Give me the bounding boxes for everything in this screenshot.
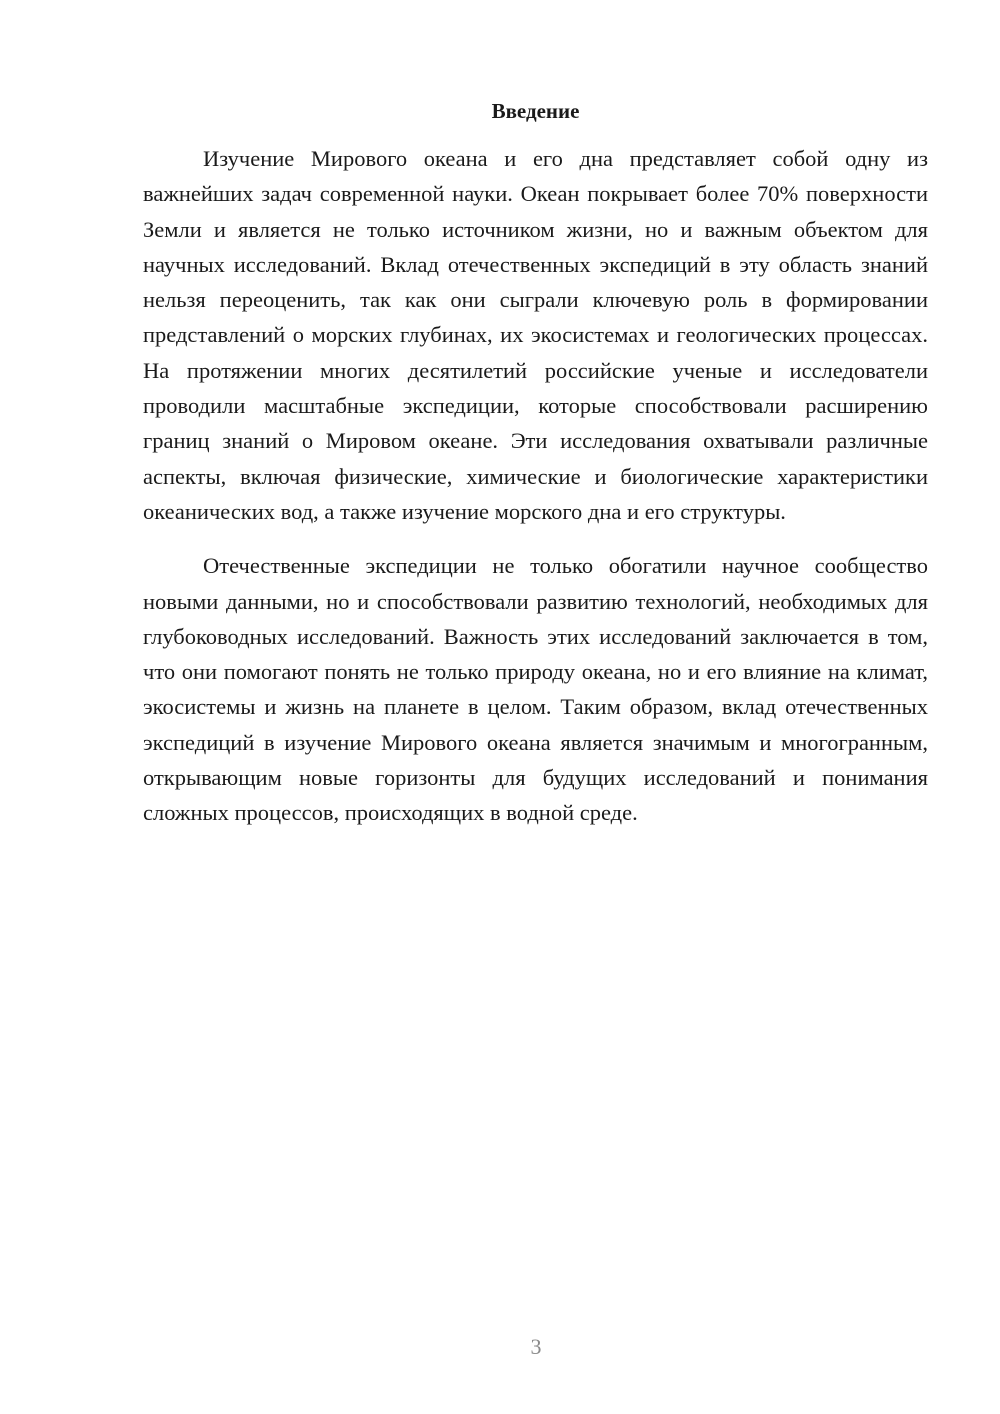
page-number: 3: [530, 1334, 542, 1359]
page-content: [143, 95, 928, 831]
paragraph-1: Изучение Мирового океана и его дна представляет собой одну из важнейших задач современной науки. Океан покрывает более 70% поверхности Земли и является не только источником жизни, но и важным объектом для научных исследований. Вклад отечественных экспедиций в эту область знаний нельзя переоценить, так как они сыграли ключевую роль в формировании представлений о морских глубинах, их экосистемах и геологических процессах. На протяжении многих десятилетий российские ученые и исследователи проводили масштабные экспедиции, которые способствовали расширению границ знаний о Мировом океане. Эти исследования охватывали различные аспекты, включая физические, химические и биологические характеристики океанических вод, а также изучение морского дна и его структуры.: [143, 146, 928, 524]
section-title: Введение: [491, 99, 580, 123]
paragraph-2: Отечественные экспедиции не только обогатили научное сообщество новыми данными, но и способствовали развитию технологий, необходимых для глубоководных исследований. Важность этих исследований заключается в том, что они помогают понять не только природу океана, но и его влияние на климат, экосистемы и жизнь на планете в целом. Таким образом, вклад отечественных экспедиций в изучение Мирового океана является значимым и многогранным, открывающим новые горизонты для будущих исследований и понимания сложных процессов, происходящих в водной среде.: [143, 553, 928, 826]
